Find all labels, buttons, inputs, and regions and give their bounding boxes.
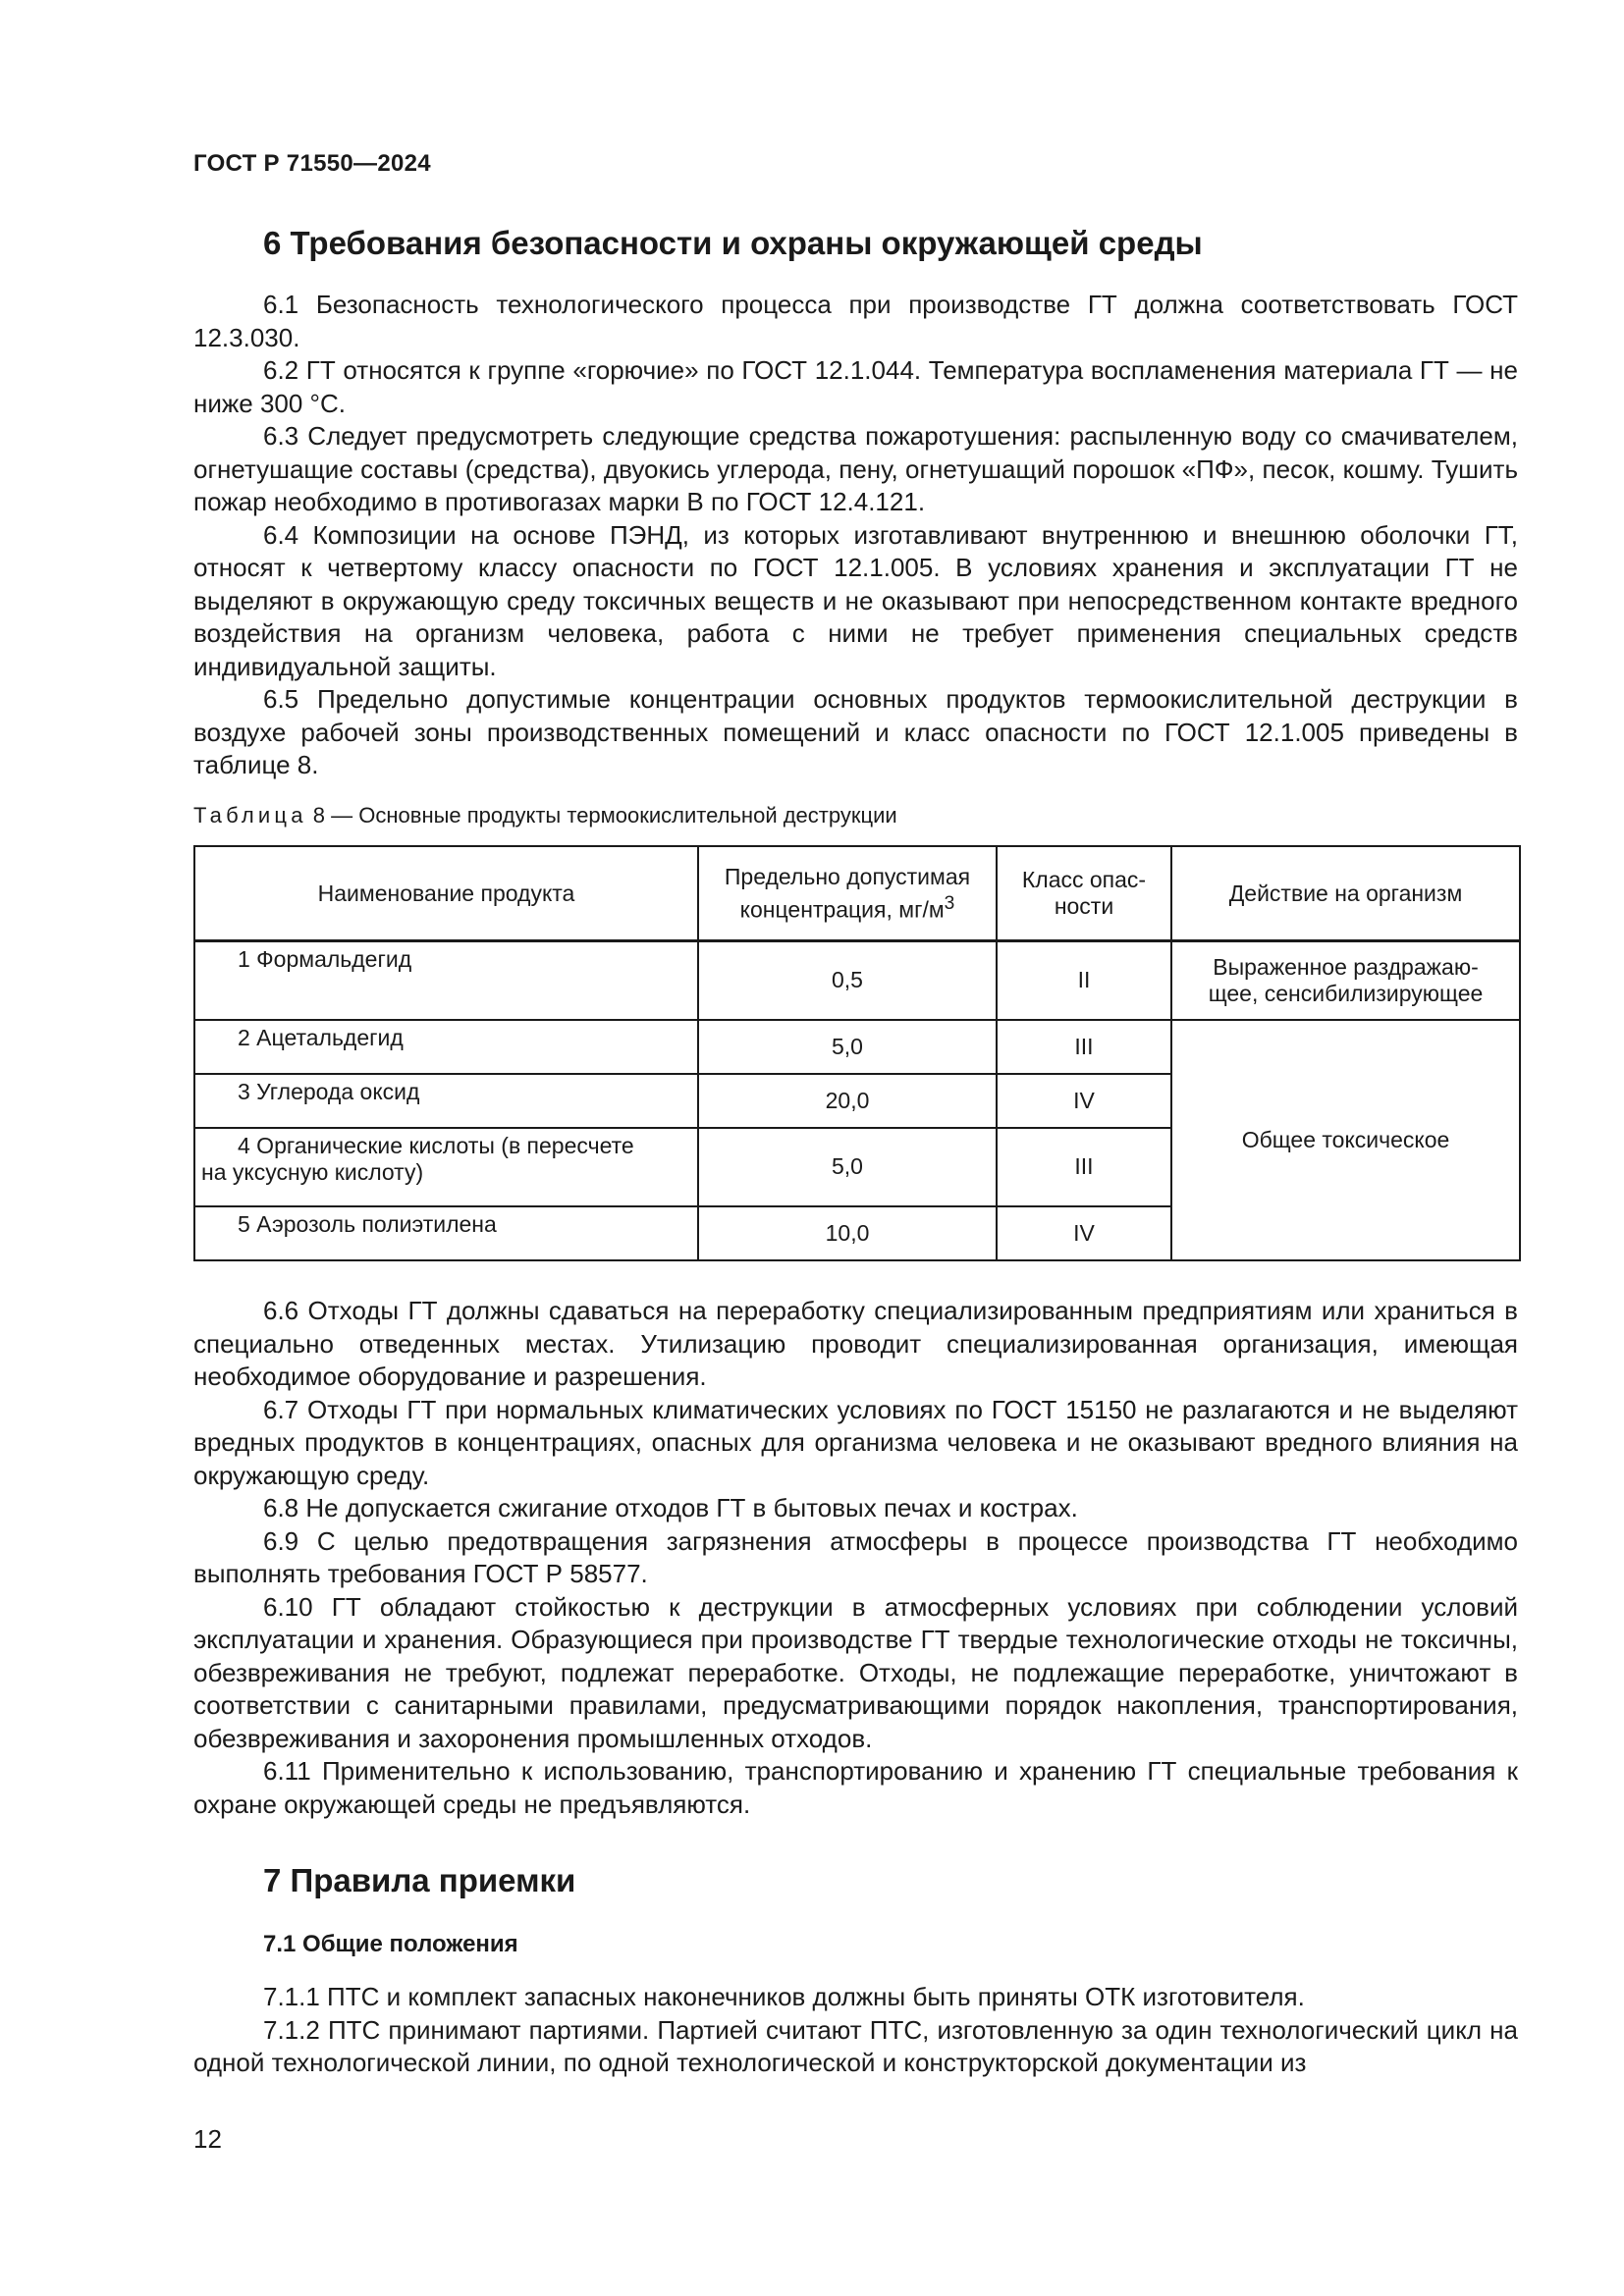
row-5-pdk: 10,0 xyxy=(698,1206,997,1260)
row-1-name: 1 Формальдегид xyxy=(194,941,698,1020)
effect-1-line1: Выраженное раздражаю- xyxy=(1213,953,1479,980)
paragraph-6-9: 6.9 С целью предотвращения загрязнения атмосферы в процессе производства ГТ необходимо выполнять требования ГОСТ Р 58577. xyxy=(193,1525,1518,1588)
row-3-pdk: 20,0 xyxy=(698,1074,997,1128)
subsection-7-1-title: 7.1 Общие положения xyxy=(263,1931,518,1957)
row-1-class: II xyxy=(997,941,1171,1020)
header-pdk-line2: концентрация, мг/м xyxy=(739,896,945,923)
header-class-line2: ности xyxy=(1054,893,1114,919)
row-4-name: 4 Органические кислоты (в пересчете на уксусную кислоту) xyxy=(194,1128,698,1206)
section-7-title: 7 Правила приемки xyxy=(263,1862,576,1898)
paragraph-6-7: 6.7 Отходы ГТ при нормальных климатических условиях по ГОСТ 15150 не разлагаются и не выделяют вредных продуктов в концентрациях, опасных для организма человека и не оказывают вредного влияния на окружающую среду. xyxy=(193,1394,1518,1490)
row-2-name: 2 Ацетальдегид xyxy=(194,1020,698,1074)
paragraph-6-11: 6.11 Применительно к использованию, транспортированию и хранению ГТ специальные требования к охране окружающей среды не предъявляются. xyxy=(193,1756,1518,1819)
table-header-row xyxy=(194,846,1520,941)
paragraph-7-1-1: 7.1.1 ПТС и комплект запасных наконечников должны быть приняты ОТК изготовителя. xyxy=(263,1982,1305,2011)
paragraph-6-4: 6.4 Композиции на основе ПЭНД, из которых изготавливают внутреннюю и внешнюю оболочки ГТ, относят к четвертому классу опасности по ГОСТ 12.1.005. В условиях хранения и эксплуатации ГТ не выделяют в окружающую среду токсичных веществ и не оказывают при непосредственном контакте вредного воздействия на организм человека, работа с ними не требует применения специальных средств индивидуальной защиты. xyxy=(193,519,1518,681)
products-table xyxy=(193,845,1521,1261)
document-header: ГОСТ Р 71550—2024 xyxy=(193,150,431,177)
row-4-class: III xyxy=(997,1128,1171,1206)
row-3-class: IV xyxy=(997,1074,1171,1128)
section-7-text xyxy=(193,1981,1518,2080)
row-5-name: 5 Аэрозоль полиэтилена xyxy=(194,1206,698,1260)
row-2-class: III xyxy=(997,1020,1171,1074)
section-6-title: 6 Требования безопасности и охраны окружающей среды xyxy=(263,225,1203,261)
row-4-name-cont: на уксусную кислоту) xyxy=(201,1158,424,1185)
paragraph-6-1: 6.1 Безопасность технологического процесса при производстве ГТ должна соответствовать ГОСТ 12.3.030. xyxy=(193,290,1518,352)
row-2-pdk: 5,0 xyxy=(698,1020,997,1074)
rows-2-5-effect: Общее токсическое xyxy=(1171,1020,1520,1260)
paragraph-6-10: 6.10 ГТ обладают стойкостью к деструкции в атмосферных условиях при соблюдении условий эксплуатации и хранения. Образующиеся при производстве ГТ твердые технологические отходы не токсичны, обезвреживания не требуют, подлежат переработке. Отходы, не подлежащие переработке, уничтожают в соответствии с санитарными правилами, предусматривающими порядок накопления, транспортирования, обезвреживания и захоронения промышленных отходов. xyxy=(193,1591,1518,1753)
row-1-effect xyxy=(1171,941,1520,1020)
table-row xyxy=(194,1020,1520,1074)
header-class-line1: Класс опас- xyxy=(1021,867,1147,892)
table-caption-text: 8 — Основные продукты термоокислительной деструкции xyxy=(312,803,897,828)
paragraph-6-2: 6.2 ГТ относятся к группе «горючие» по ГОСТ 12.1.044. Температура воспламенения материала ГТ — не ниже 300 °С. xyxy=(193,355,1518,418)
table-row xyxy=(194,941,1520,1020)
effect-1-line2: щее, сенсибилизирующее xyxy=(1208,980,1484,1006)
section-6-bottom-text xyxy=(193,1295,1518,1821)
paragraph-6-6: 6.6 Отходы ГТ должны сдаваться на переработку специализированным предприятиям или храниться в специально отведенных местах. Утилизацию проводит специализированная организация, имеющая необходимое оборудование и разрешения. xyxy=(193,1296,1518,1391)
paragraph-6-5: 6.5 Предельно допустимые концентрации основных продуктов термоокислительной деструкции в воздухе рабочей зоны производственных помещений и класс опасности по ГОСТ 12.1.005 приведены в таблице 8. xyxy=(193,684,1518,779)
table-caption-label: Таблица xyxy=(193,803,307,828)
header-effect: Действие на организм xyxy=(1171,846,1520,941)
row-1-pdk: 0,5 xyxy=(698,941,997,1020)
section-6-top-text xyxy=(193,289,1518,782)
header-pdk-sup: 3 xyxy=(944,892,955,914)
header-hazard-class xyxy=(997,846,1171,941)
paragraph-6-3: 6.3 Следует предусмотреть следующие средства пожаротушения: распыленную воду со смачивателем, огнетушащие составы (средства), двуокись углерода, пену, огнетушащий порошок «ПФ», песок, кошму. Тушить пожар необходимо в противогазах марки В по ГОСТ 12.4.121. xyxy=(193,421,1518,516)
page-number: 12 xyxy=(193,2124,222,2154)
row-3-name: 3 Углерода оксид xyxy=(194,1074,698,1128)
header-pdk-line1: Предельно допустимая xyxy=(724,863,971,889)
row-5-class: IV xyxy=(997,1206,1171,1260)
paragraph-7-1-2: 7.1.2 ПТС принимают партиями. Партией считают ПТС, изготовленную за один технологический цикл на одной технологической линии, по одной технологической и конструкторской документации из xyxy=(193,2014,1518,2077)
paragraph-6-8: 6.8 Не допускается сжигание отходов ГТ в бытовых печах и кострах. xyxy=(263,1493,1078,1522)
row-4-pdk: 5,0 xyxy=(698,1128,997,1206)
table-caption xyxy=(193,803,897,828)
header-product-name: Наименование продукта xyxy=(194,846,698,941)
header-pdk xyxy=(698,846,997,941)
